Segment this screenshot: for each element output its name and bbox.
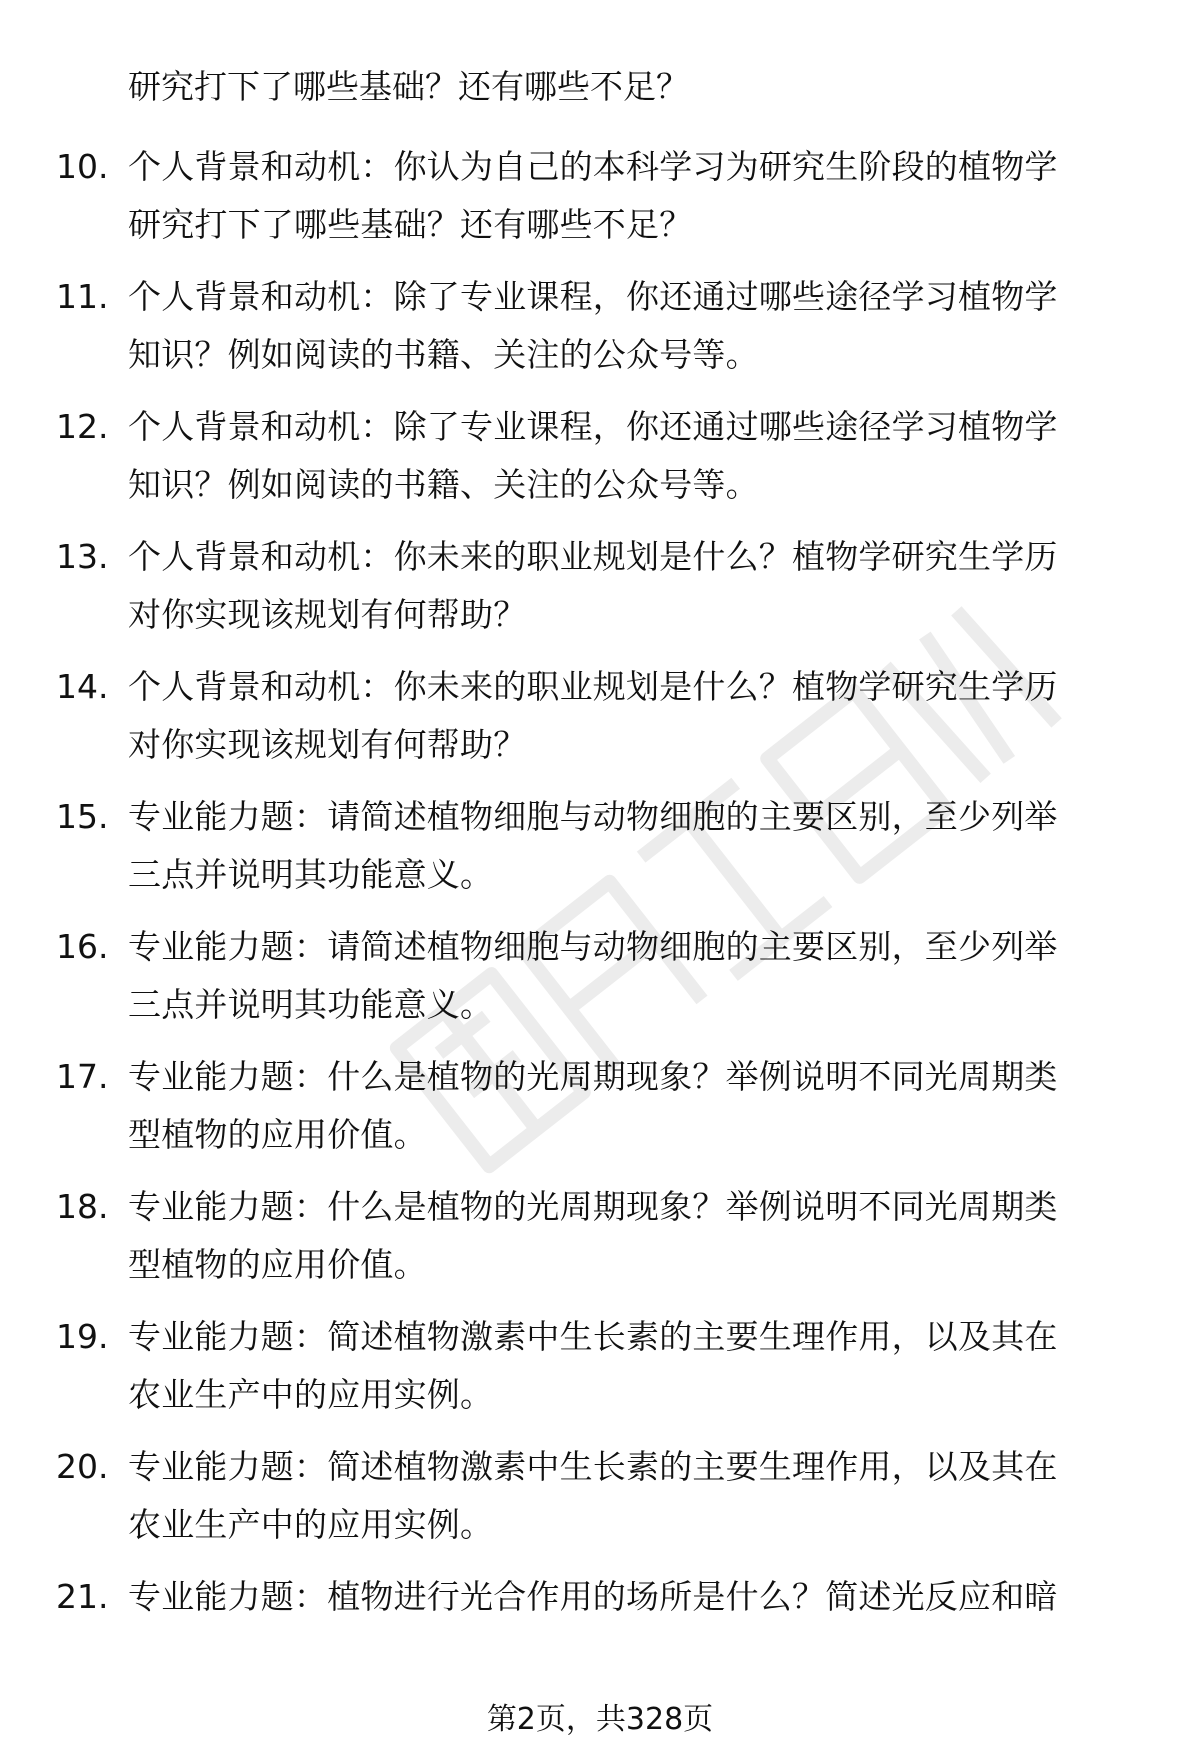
question-text: [128, 658, 1148, 774]
question-number: 15.: [56, 797, 109, 836]
question-text-line: 专业能力题：简述植物激素中生长素的主要生理作用，以及其在: [128, 1447, 1058, 1486]
question-number: 16.: [56, 927, 109, 966]
continuation-line: 研究打下了哪些基础？还有哪些不足？: [128, 67, 689, 106]
question-number: 10.: [56, 147, 109, 186]
question-number: 19.: [56, 1317, 109, 1356]
question-text: [128, 1178, 1148, 1294]
question-text-line: 个人背景和动机：你未来的职业规划是什么？植物学研究生学历: [128, 667, 1058, 706]
question-text-line: 专业能力题：简述植物激素中生长素的主要生理作用，以及其在: [128, 1317, 1058, 1356]
question-number: 18.: [56, 1187, 109, 1226]
question-number: 12.: [56, 407, 109, 446]
question-text: [128, 1438, 1148, 1554]
question-text-line: 型植物的应用价值。: [128, 1245, 427, 1284]
question-list: [0, 138, 1200, 1698]
question-text-line: 三点并说明其功能意义。: [128, 855, 494, 894]
question-text: [128, 528, 1148, 644]
question-number: 13.: [56, 537, 109, 576]
question-text-line: 专业能力题：请简述植物细胞与动物细胞的主要区别，至少列举: [128, 927, 1058, 966]
page-footer: 第2页，共328页: [486, 1702, 714, 1737]
question-item: [0, 658, 1200, 788]
question-text: [128, 1568, 1148, 1626]
question-number: 14.: [56, 667, 109, 706]
question-item: [0, 1308, 1200, 1438]
question-text-line: 知识？例如阅读的书籍、关注的公众号等。: [128, 335, 759, 374]
question-item: [0, 788, 1200, 918]
question-number: 20.: [56, 1447, 109, 1486]
question-text: [128, 1048, 1148, 1164]
question-text-line: 个人背景和动机：除了专业课程，你还通过哪些途径学习植物学: [128, 407, 1058, 446]
question-number: 11.: [56, 277, 109, 316]
question-text-line: 研究打下了哪些基础？还有哪些不足？: [128, 205, 693, 244]
question-text-line: 个人背景和动机：除了专业课程，你还通过哪些途径学习植物学: [128, 277, 1058, 316]
question-item: [0, 528, 1200, 658]
question-item: [0, 1568, 1200, 1698]
question-item: [0, 138, 1200, 268]
question-text-line: 知识？例如阅读的书籍、关注的公众号等。: [128, 465, 759, 504]
question-item: [0, 1438, 1200, 1568]
question-text-line: 对你实现该规划有何帮助？: [128, 725, 527, 764]
question-item: [0, 398, 1200, 528]
question-text: [128, 1308, 1148, 1424]
question-text: [128, 268, 1148, 384]
question-text: [128, 788, 1148, 904]
question-text-line: 型植物的应用价值。: [128, 1115, 427, 1154]
question-item: [0, 268, 1200, 398]
question-text-line: 专业能力题：请简述植物细胞与动物细胞的主要区别，至少列举: [128, 797, 1058, 836]
question-text-line: 对你实现该规划有何帮助？: [128, 595, 527, 634]
question-text: [128, 398, 1148, 514]
question-item: [0, 1178, 1200, 1308]
question-number: 17.: [56, 1057, 109, 1096]
question-text-line: 专业能力题：什么是植物的光周期现象？举例说明不同光周期类: [128, 1057, 1058, 1096]
question-item: [0, 1048, 1200, 1178]
question-item: [0, 918, 1200, 1048]
question-text: [128, 138, 1148, 254]
question-text-line: 个人背景和动机：你未来的职业规划是什么？植物学研究生学历: [128, 537, 1058, 576]
question-text-line: 三点并说明其功能意义。: [128, 985, 494, 1024]
question-text-line: 农业生产中的应用实例。: [128, 1375, 494, 1414]
question-text-line: 专业能力题：什么是植物的光周期现象？举例说明不同光周期类: [128, 1187, 1058, 1226]
question-text-line: 个人背景和动机：你认为自己的本科学习为研究生阶段的植物学: [128, 147, 1058, 186]
question-text: [128, 918, 1148, 1034]
question-number: 21.: [56, 1577, 109, 1616]
question-text-line: 专业能力题：植物进行光合作用的场所是什么？简述光反应和暗: [128, 1577, 1058, 1616]
question-text-line: 农业生产中的应用实例。: [128, 1505, 494, 1544]
